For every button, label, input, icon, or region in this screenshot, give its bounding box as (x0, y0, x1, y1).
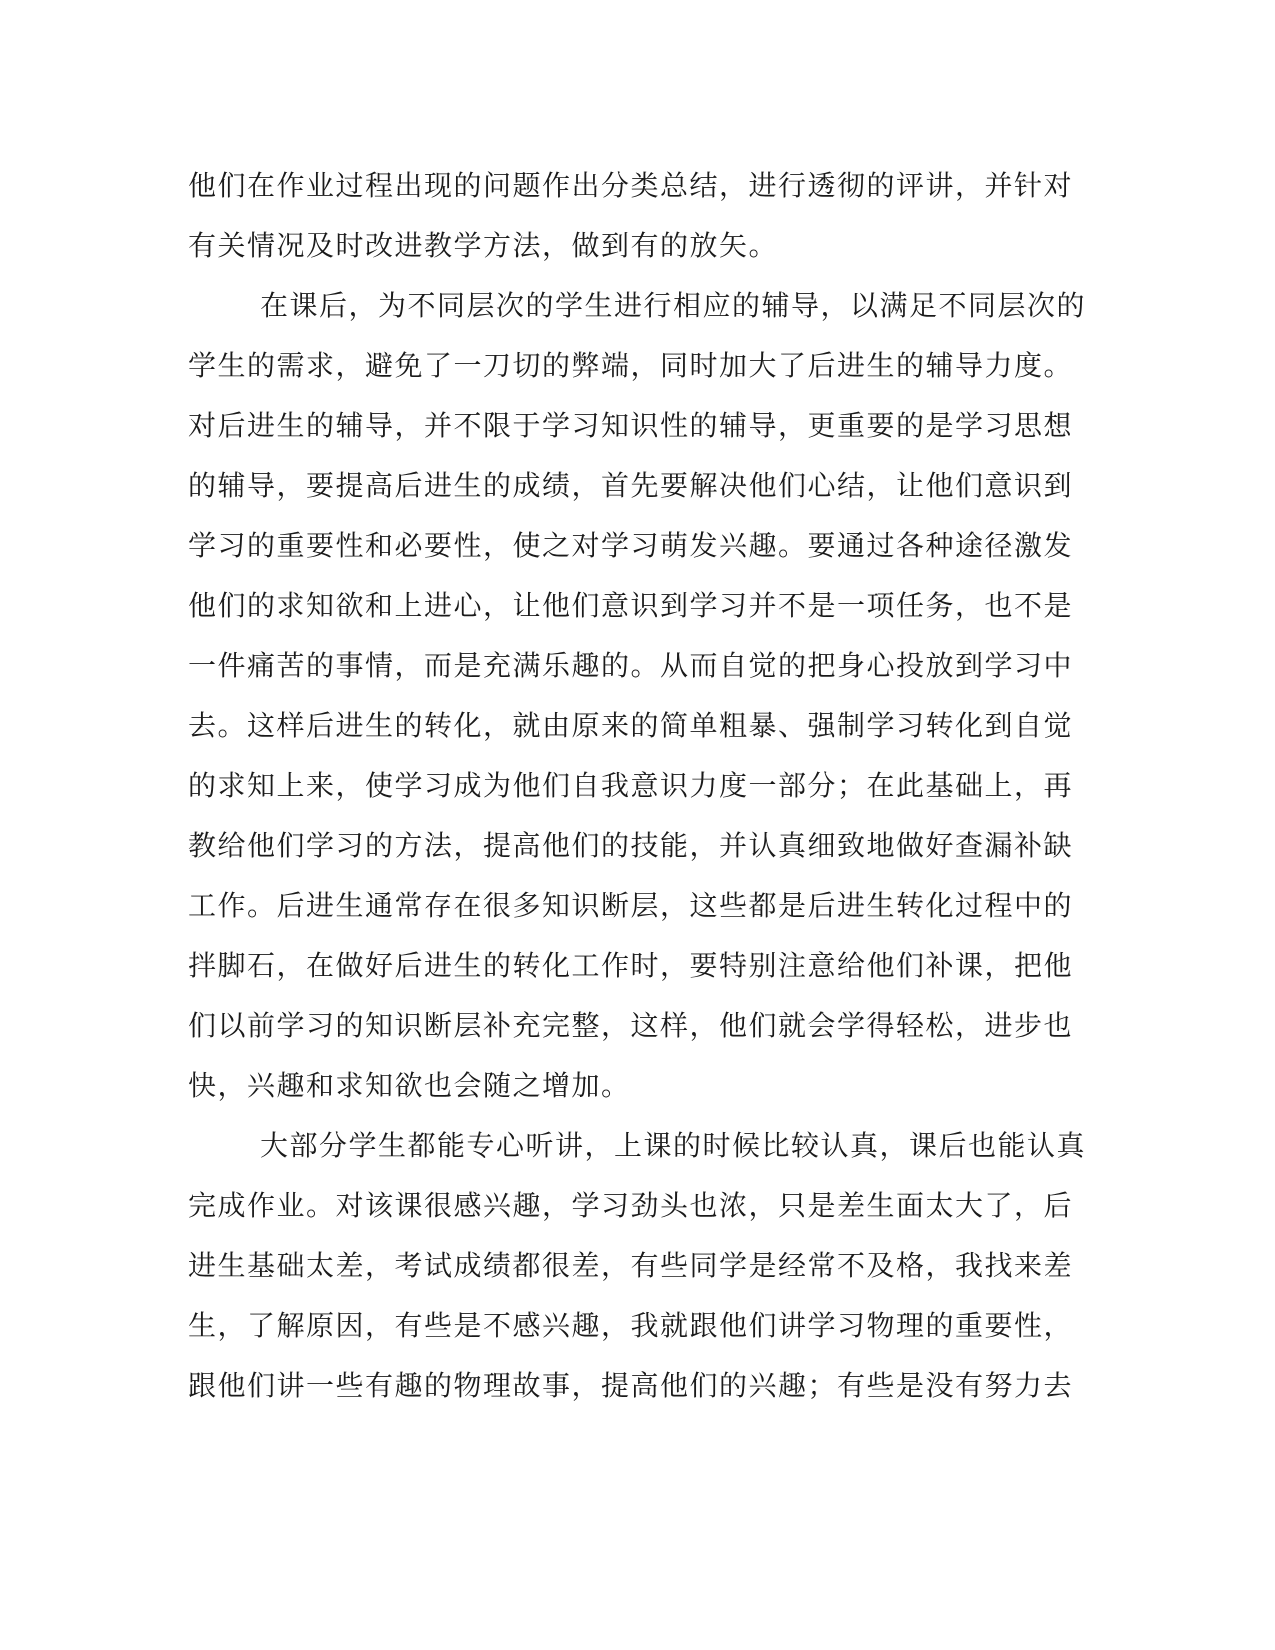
text-line: 们以前学习的知识断层补充完整，这样，他们就会学得轻松，进步也 (188, 1009, 1074, 1042)
text-line: 去。这样后进生的转化，就由原来的简单粗暴、强制学习转化到自觉 (188, 709, 1074, 742)
text-line: 他们在作业过程出现的问题作出分类总结，进行透彻的评讲，并针对 (188, 169, 1074, 202)
body-text (188, 156, 1087, 1416)
text-line: 他们的求知欲和上进心，让他们意识到学习并不是一项任务，也不是 (188, 589, 1074, 622)
text-line: 一件痛苦的事情，而是充满乐趣的。从而自觉的把身心投放到学习中 (188, 649, 1074, 682)
text-line: 工作。后进生通常存在很多知识断层，这些都是后进生转化过程中的 (188, 889, 1074, 922)
text-line: 学习的重要性和必要性，使之对学习萌发兴趣。要通过各种途径激发 (188, 529, 1074, 562)
text-line: 拌脚石，在做好后进生的转化工作时，要特别注意给他们补课，把他 (188, 949, 1074, 982)
text-line: 的求知上来，使学习成为他们自我意识力度一部分；在此基础上，再 (188, 769, 1074, 802)
text-line: 对后进生的辅导，并不限于学习知识性的辅导，更重要的是学习思想 (188, 409, 1074, 442)
text-line: 教给他们学习的方法，提高他们的技能，并认真细致地做好查漏补缺 (188, 829, 1074, 862)
text-line: 完成作业。对该课很感兴趣，学习劲头也浓，只是差生面太大了，后 (188, 1189, 1074, 1222)
paragraph-start-line: 大部分学生都能专心听讲，上课的时候比较认真，课后也能认真 (260, 1129, 1087, 1162)
text-line: 的辅导，要提高后进生的成绩，首先要解决他们心结，让他们意识到 (188, 469, 1074, 502)
text-line: 有关情况及时改进教学方法，做到有的放矢。 (188, 229, 779, 262)
text-line: 进生基础太差，考试成绩都很差，有些同学是经常不及格，我找来差 (188, 1249, 1074, 1282)
text-line: 跟他们讲一些有趣的物理故事，提高他们的兴趣；有些是没有努力去 (188, 1369, 1074, 1402)
text-line: 快，兴趣和求知欲也会随之增加。 (188, 1069, 631, 1102)
text-line: 学生的需求，避免了一刀切的弊端，同时加大了后进生的辅导力度。 (188, 349, 1074, 382)
text-line: 生，了解原因，有些是不感兴趣，我就跟他们讲学习物理的重要性， (188, 1309, 1074, 1342)
paragraph-start-line: 在课后，为不同层次的学生进行相应的辅导，以满足不同层次的 (260, 289, 1087, 322)
